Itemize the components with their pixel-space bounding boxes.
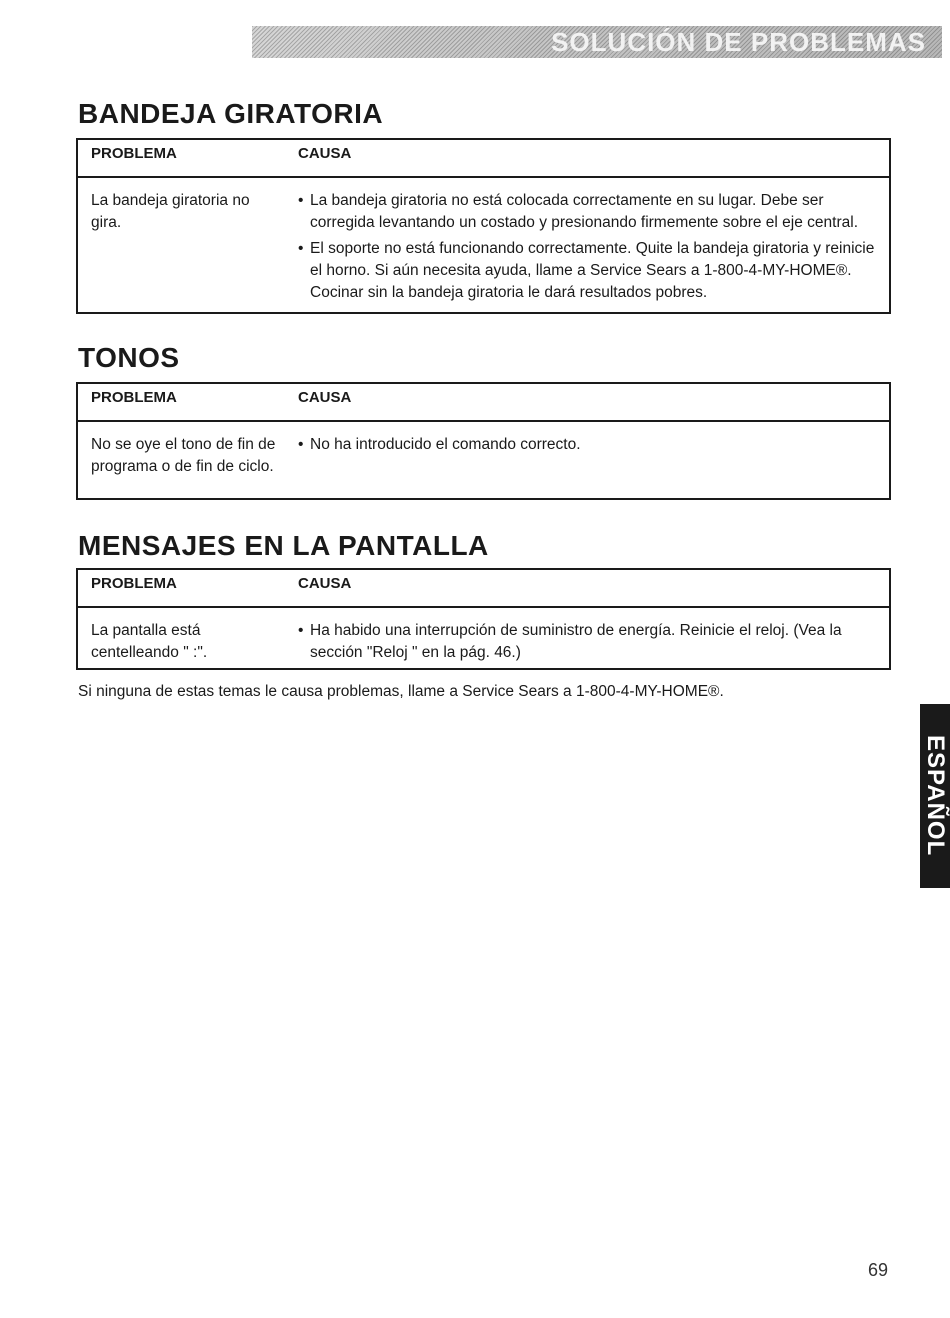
problem-text: La bandeja giratoria no gira. bbox=[91, 192, 250, 231]
language-tab bbox=[920, 704, 950, 888]
language-tab-label: ESPAÑOL bbox=[922, 735, 949, 857]
table-header bbox=[78, 140, 889, 178]
table-header bbox=[78, 384, 889, 422]
section-title-tonos: TONOS bbox=[78, 342, 180, 373]
cause-list bbox=[298, 434, 883, 460]
section-title-mensajes: MENSAJES EN LA PANTALLA bbox=[78, 530, 489, 561]
cause-item: • La bandeja giratoria no está colocada correctamente en su lugar. Debe ser corregida levantando un costado y presionando firmemente sobre el eje central. bbox=[298, 190, 883, 234]
table-mensajes bbox=[76, 568, 891, 670]
cause-list bbox=[298, 190, 883, 308]
col-problem-header: PROBLEMA bbox=[91, 389, 177, 406]
banner-title: SOLUCIÓN DE PROBLEMAS bbox=[551, 27, 926, 57]
cause-item: • El soporte no está funcionando correctamente. Quite la bandeja giratoria y reinicie el horno. Si aún necesita ayuda, llame a Service Sears a 1-800-4-MY-HOME®. Cocinar sin la bandeja giratoria le dará resultados pobres. bbox=[298, 238, 883, 304]
cause-item: • No ha introducido el comando correcto. bbox=[298, 434, 883, 456]
cause-item: • Ha habido una interrupción de suministro de energía. Reinicie el reloj. (Vea la sección "Reloj " en la pág. 46.) bbox=[298, 620, 883, 664]
table-header bbox=[78, 570, 889, 608]
page-number: 69 bbox=[868, 1260, 889, 1280]
col-problem-header: PROBLEMA bbox=[91, 145, 177, 162]
table-tonos bbox=[76, 382, 891, 500]
col-cause-header: CAUSA bbox=[298, 389, 352, 406]
table-bandeja bbox=[76, 138, 891, 314]
footnote: Si ninguna de estas temas le causa problemas, llame a Service Sears a 1-800-4-MY-HOME®. bbox=[78, 683, 724, 700]
section-banner bbox=[252, 26, 942, 58]
problem-text: La pantalla está centelleando " :". bbox=[91, 622, 208, 661]
section-title-bandeja: BANDEJA GIRATORIA bbox=[78, 98, 384, 129]
problem-text: No se oye el tono de fin de programa o de fin de ciclo. bbox=[91, 436, 276, 475]
cause-list bbox=[298, 620, 883, 668]
col-cause-header: CAUSA bbox=[298, 145, 352, 162]
col-cause-header: CAUSA bbox=[298, 575, 352, 592]
col-problem-header: PROBLEMA bbox=[91, 575, 177, 592]
